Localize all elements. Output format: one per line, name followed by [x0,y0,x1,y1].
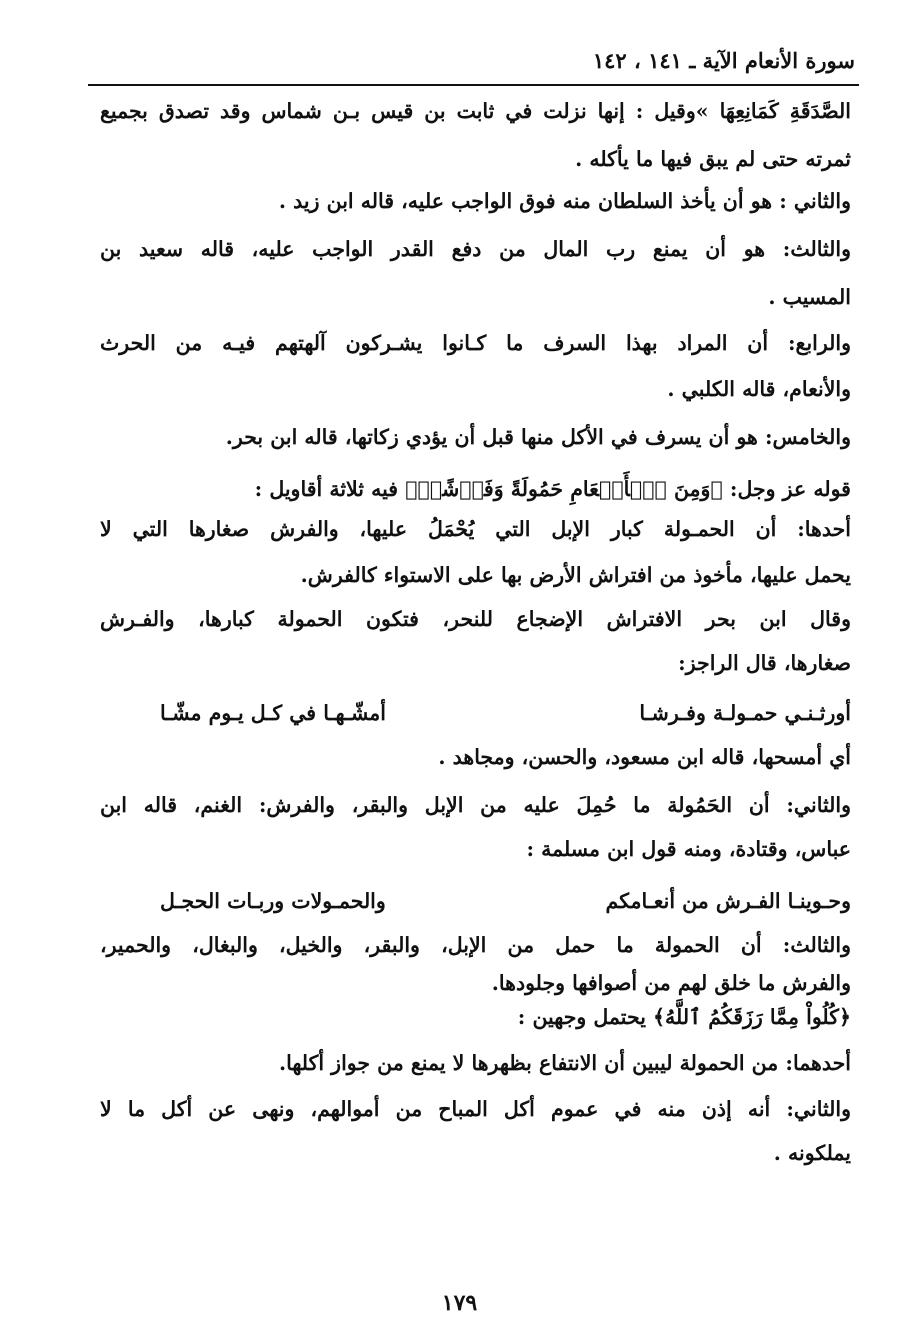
text-line: الصَّدَقَةِ كَمَانِعِهَا »وقيل : إنها نزلت في ثابت بن قيس بـن شماس وقد تصدق بجميع [100,99,851,123]
page-body [100,96,851,1168]
text-line: قوله عز وجل: ﴿وَمِنَ ٱلۡأَنۡعَامِ حَمُولَةً وَفَرۡشًاۚ﴾ فيه ثلاثة أقاويل : [254,477,851,501]
text-line: أي أمسحها، قاله ابن مسعود، والحسن، ومجاهد . [438,745,851,769]
poem-hemistich-second: والحمـولات وربـات الحجـل [160,889,386,913]
paragraph [100,930,851,998]
paragraph [100,186,851,216]
poem-hemistich-first: وحـوينـا الفـرش من أنعـامكم [605,889,851,913]
text-line: ثمرته حتى لم يبق فيها ما يأكله . [575,147,851,171]
text-line: والخامس: هو أن يسرف في الأكل منها قبل أن يؤدي زكاتها، قاله ابن بحر. [225,425,851,449]
text-line: والفرش ما خلق لهم من أصوافها وجلودها. [491,971,851,995]
paragraph [100,234,851,312]
text-line: والثاني: أن الحَمُولة ما حُمِلَ عليه من الإبل والبقر، والفرش: الغنم، قاله ابن [100,793,851,817]
text-line: وقال ابن بحر الافتراش الإضجاع للنحر، فتكون الحمولة كبارها، والفـرش [100,607,851,631]
text-line: يملكونه . [773,1141,851,1165]
paragraph [100,422,851,452]
text-line: ﴿كُلُواْ مِمَّا رَزَقَكُمُ ٱللَّهُ﴾ يحتمل وجهين : [517,1005,851,1029]
running-header [88,44,859,86]
paragraph [100,790,851,864]
paragraph [100,1048,851,1078]
poem-verse [100,698,851,728]
text-line: عباس، وقتادة، ومنه قول ابن مسلمة : [526,837,851,861]
text-line: والثاني : هو أن يأخذ السلطان منه فوق الواجب عليه، قاله ابن زيد . [278,189,851,213]
text-line: والثاني: أنه إذن منه في عموم أكل المباح من أموالهم، ونهى عن أكل ما لا [100,1097,851,1121]
text-line: صغارها، قال الراجز: [678,651,851,675]
paragraph [100,328,851,404]
paragraph [100,514,851,590]
text-line: والثالث: أن الحمولة ما حمل من الإبل، والبقر، والخيل، والبغال، والحمير، [100,933,851,957]
page-number: ١٧٩ [441,1290,478,1316]
text-line: المسيب . [768,285,851,309]
paragraph [100,1002,851,1032]
paragraph [100,96,851,174]
text-line: والثالث: هو أن يمنع رب المال من دفع القدر الواجب عليه، قاله سعيد بن [100,237,851,261]
poem-hemistich-first: أورثـنـي حمـولـة وفـرشـا [639,701,851,725]
text-line: يحمل عليها، مأخوذ من افتراش الأرض بها على الاستواء كالفرش. [300,563,851,587]
paragraph [100,1094,851,1168]
text-line: والأنعام، قاله الكلبي . [667,377,851,401]
header-title: سورة الأنعام الآية ـ ١٤١ ، ١٤٢ [592,48,855,73]
text-line: أحدهما: من الحمولة ليبين أن الانتفاع بظهرها لا يمنع من جواز أكلها. [278,1051,851,1075]
text-line: والرابع: أن المراد بهذا السرف ما كـانوا يشـركون آلهتهم فيـه من الحرث [100,331,851,355]
paragraph [100,474,851,504]
poem-verse [100,886,851,916]
poem-hemistich-second: أمشّـهـا في كـل يـوم مشّـا [160,701,386,725]
paragraph [100,604,851,678]
text-line: أحدها: أن الحمـولة كبار الإبل التي يُحْمَلُ عليها، والفرش صغارها التي لا [100,517,851,541]
